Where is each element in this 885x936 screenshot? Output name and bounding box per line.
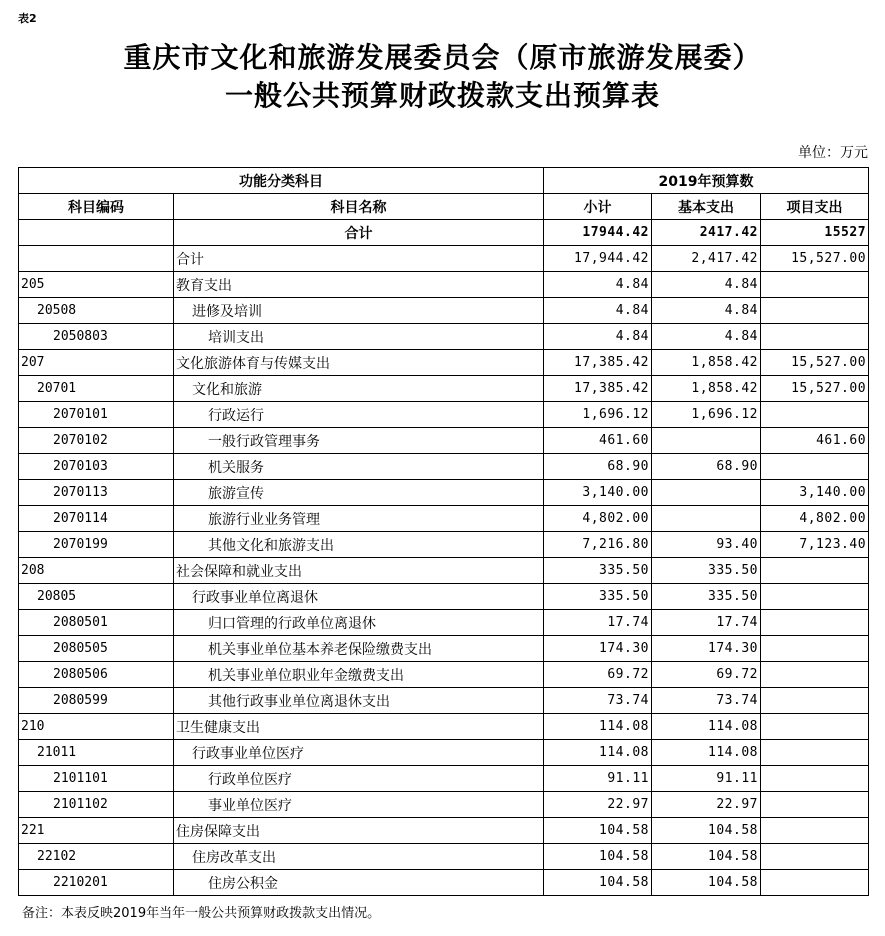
table-row [19, 298, 869, 324]
row-code: 2080506 [19, 662, 174, 688]
row-project: 4,802.00 [761, 506, 869, 532]
row-basic: 114.08 [652, 740, 761, 766]
row-project [761, 688, 869, 714]
header-group-row [19, 168, 869, 194]
row-code: 20508 [19, 298, 174, 324]
header-subtotal: 小计 [544, 194, 652, 220]
unit-label: 单位：万元 [798, 145, 868, 161]
row-basic: 4.84 [652, 324, 761, 350]
row-name: 其他文化和旅游支出 [174, 532, 544, 558]
row-subtotal: 17,944.42 [544, 246, 652, 272]
row-code: 2070103 [19, 454, 174, 480]
row-basic [652, 480, 761, 506]
row-basic: 174.30 [652, 636, 761, 662]
table-row [19, 428, 869, 454]
table-row [19, 610, 869, 636]
row-basic: 22.97 [652, 792, 761, 818]
row-project [761, 610, 869, 636]
table-body [19, 246, 869, 896]
table-row [19, 376, 869, 402]
row-project [761, 844, 869, 870]
header-func-category: 功能分类科目 [19, 168, 544, 194]
row-subtotal: 335.50 [544, 558, 652, 584]
table-row [19, 714, 869, 740]
row-basic: 4.84 [652, 298, 761, 324]
row-basic: 68.90 [652, 454, 761, 480]
table-row [19, 480, 869, 506]
row-name: 行政事业单位离退休 [174, 584, 544, 610]
row-code: 20805 [19, 584, 174, 610]
row-subtotal: 335.50 [544, 584, 652, 610]
row-project [761, 636, 869, 662]
row-basic: 1,696.12 [652, 402, 761, 428]
row-basic: 93.40 [652, 532, 761, 558]
footnote: 备注：本表反映2019年当年一般公共预算财政拨款支出情况。 [22, 906, 381, 921]
table-row [19, 324, 869, 350]
row-project: 15,527.00 [761, 376, 869, 402]
row-project: 461.60 [761, 428, 869, 454]
row-project: 15,527.00 [761, 350, 869, 376]
table-row [19, 350, 869, 376]
row-subtotal: 91.11 [544, 766, 652, 792]
row-project [761, 402, 869, 428]
row-code: 2050803 [19, 324, 174, 350]
row-code: 208 [19, 558, 174, 584]
row-subtotal: 114.08 [544, 714, 652, 740]
row-name: 住房公积金 [174, 870, 544, 896]
row-subtotal: 114.08 [544, 740, 652, 766]
row-project: 7,123.40 [761, 532, 869, 558]
page-title-line-2: 一般公共预算财政拨款支出预算表 [224, 79, 660, 112]
row-code: 2070102 [19, 428, 174, 454]
row-name: 机关服务 [174, 454, 544, 480]
row-name: 事业单位医疗 [174, 792, 544, 818]
title-line-1-text: 重庆市文化和旅游发展委员会（原市旅游发展委 [123, 41, 733, 74]
row-project [761, 792, 869, 818]
row-name: 机关事业单位职业年金缴费支出 [174, 662, 544, 688]
row-subtotal: 4,802.00 [544, 506, 652, 532]
table-row [19, 402, 869, 428]
row-project [761, 272, 869, 298]
row-project [761, 740, 869, 766]
row-code: 2080501 [19, 610, 174, 636]
row-project: 3,140.00 [761, 480, 869, 506]
table-row [19, 870, 869, 896]
bold-total-row [19, 220, 869, 246]
row-project: 15,527.00 [761, 246, 869, 272]
row-code: 207 [19, 350, 174, 376]
row-code: 205 [19, 272, 174, 298]
row-subtotal: 69.72 [544, 662, 652, 688]
row-subtotal: 4.84 [544, 298, 652, 324]
row-name: 进修及培训 [174, 298, 544, 324]
row-code: 2080599 [19, 688, 174, 714]
row-basic: 114.08 [652, 714, 761, 740]
row-code: 210 [19, 714, 174, 740]
row-project [761, 324, 869, 350]
row-code: 2070101 [19, 402, 174, 428]
row-name: 培训支出 [174, 324, 544, 350]
row-code: 221 [19, 818, 174, 844]
row-basic: 335.50 [652, 584, 761, 610]
table-row [19, 688, 869, 714]
row-name: 文化旅游体育与传媒支出 [174, 350, 544, 376]
row-subtotal: 22.97 [544, 792, 652, 818]
row-basic: 104.58 [652, 844, 761, 870]
row-name: 教育支出 [174, 272, 544, 298]
table-row [19, 740, 869, 766]
table-row [19, 272, 869, 298]
row-code: 2070113 [19, 480, 174, 506]
row-name: 卫生健康支出 [174, 714, 544, 740]
bold-total-label: 合计 [174, 220, 544, 246]
row-code: 2080505 [19, 636, 174, 662]
table-row [19, 506, 869, 532]
row-subtotal: 1,696.12 [544, 402, 652, 428]
table-row [19, 454, 869, 480]
table-row [19, 636, 869, 662]
row-subtotal: 17.74 [544, 610, 652, 636]
row-basic: 104.58 [652, 818, 761, 844]
row-project [761, 584, 869, 610]
row-project [761, 454, 869, 480]
row-name: 旅游行业业务管理 [174, 506, 544, 532]
row-basic: 4.84 [652, 272, 761, 298]
row-basic [652, 428, 761, 454]
row-basic [652, 506, 761, 532]
row-name: 住房改革支出 [174, 844, 544, 870]
row-subtotal: 73.74 [544, 688, 652, 714]
row-name: 一般行政管理事务 [174, 428, 544, 454]
title-line-1-close: ） [732, 41, 762, 74]
row-name: 行政运行 [174, 402, 544, 428]
row-basic: 2,417.42 [652, 246, 761, 272]
row-code: 2101101 [19, 766, 174, 792]
header-project: 项目支出 [761, 194, 869, 220]
row-subtotal: 17,385.42 [544, 350, 652, 376]
row-subtotal: 7,216.80 [544, 532, 652, 558]
row-basic: 17.74 [652, 610, 761, 636]
row-name: 文化和旅游 [174, 376, 544, 402]
table-row [19, 818, 869, 844]
table-row [19, 792, 869, 818]
bold-total-basic: 2417.42 [652, 220, 761, 246]
row-basic: 73.74 [652, 688, 761, 714]
row-name: 行政单位医疗 [174, 766, 544, 792]
row-name: 合计 [174, 246, 544, 272]
table-row [19, 844, 869, 870]
header-basic: 基本支出 [652, 194, 761, 220]
row-subtotal: 104.58 [544, 870, 652, 896]
row-subtotal: 104.58 [544, 844, 652, 870]
row-basic: 104.58 [652, 870, 761, 896]
row-subtotal: 68.90 [544, 454, 652, 480]
row-name: 旅游宣传 [174, 480, 544, 506]
row-subtotal: 4.84 [544, 272, 652, 298]
table-row [19, 532, 869, 558]
row-code: 2070114 [19, 506, 174, 532]
header-column-row [19, 194, 869, 220]
row-subtotal: 3,140.00 [544, 480, 652, 506]
table-row [19, 766, 869, 792]
table-row [19, 246, 869, 272]
row-basic: 335.50 [652, 558, 761, 584]
table-number-tag: 表2 [18, 12, 37, 25]
row-code: 22102 [19, 844, 174, 870]
row-code: 2101102 [19, 792, 174, 818]
row-subtotal: 17,385.42 [544, 376, 652, 402]
row-basic: 69.72 [652, 662, 761, 688]
bold-total-project: 15527 [761, 220, 869, 246]
row-name: 机关事业单位基本养老保险缴费支出 [174, 636, 544, 662]
row-code: 2210201 [19, 870, 174, 896]
row-project [761, 766, 869, 792]
row-subtotal: 174.30 [544, 636, 652, 662]
row-name: 行政事业单位医疗 [174, 740, 544, 766]
row-project [761, 714, 869, 740]
row-code [19, 246, 174, 272]
page-title-line-1 [0, 36, 885, 76]
row-basic: 91.11 [652, 766, 761, 792]
row-name: 住房保障支出 [174, 818, 544, 844]
row-project [761, 870, 869, 896]
table-row [19, 558, 869, 584]
header-code: 科目编码 [19, 194, 174, 220]
table-row [19, 584, 869, 610]
row-name: 其他行政事业单位离退休支出 [174, 688, 544, 714]
row-code: 2070199 [19, 532, 174, 558]
row-name: 归口管理的行政单位离退休 [174, 610, 544, 636]
bold-total-code [19, 220, 174, 246]
header-budget-2019: 2019年预算数 [544, 168, 869, 194]
row-code: 20701 [19, 376, 174, 402]
row-name: 社会保障和就业支出 [174, 558, 544, 584]
row-project [761, 818, 869, 844]
budget-table [18, 167, 869, 896]
row-basic: 1,858.42 [652, 350, 761, 376]
row-subtotal: 461.60 [544, 428, 652, 454]
row-code: 21011 [19, 740, 174, 766]
row-basic: 1,858.42 [652, 376, 761, 402]
row-subtotal: 4.84 [544, 324, 652, 350]
header-name: 科目名称 [174, 194, 544, 220]
bold-total-subtotal: 17944.42 [544, 220, 652, 246]
row-project [761, 558, 869, 584]
row-project [761, 662, 869, 688]
row-project [761, 298, 869, 324]
table-row [19, 662, 869, 688]
row-subtotal: 104.58 [544, 818, 652, 844]
